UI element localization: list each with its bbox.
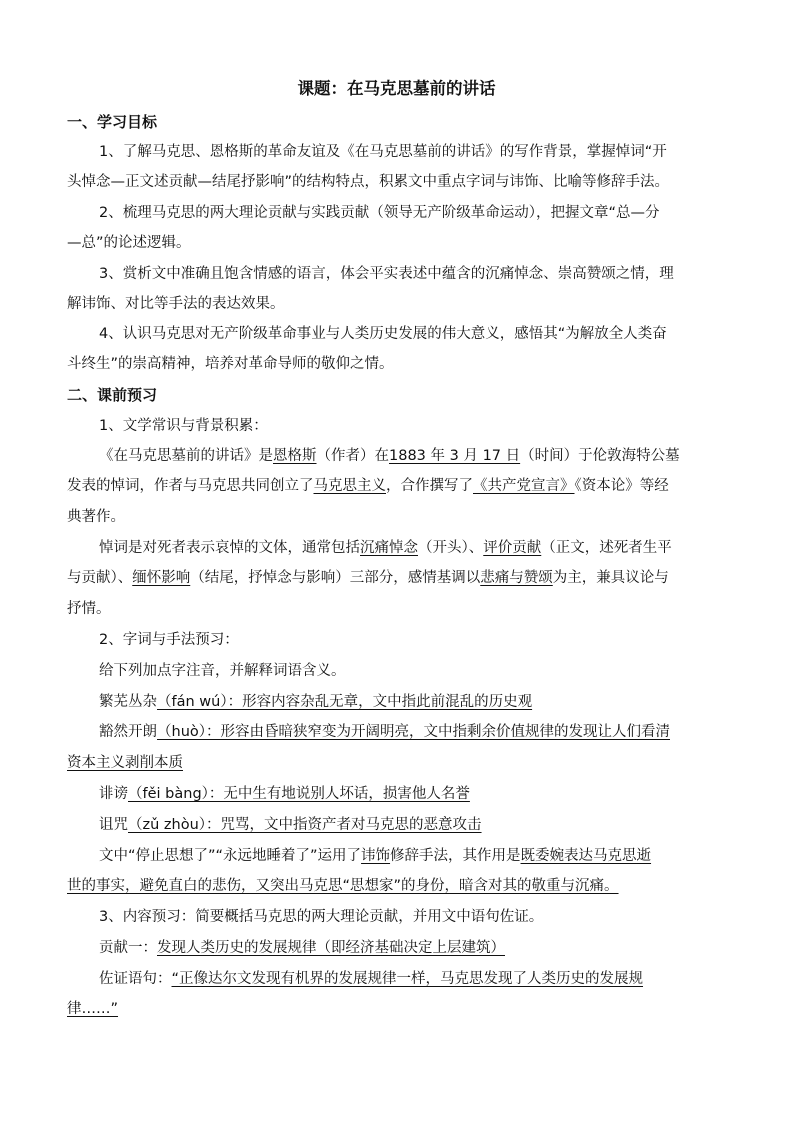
word-answer: （fěi bàng）：无中生有地说别人坏话，损害他人名誉 xyxy=(128,786,470,802)
background-paragraph-line-3: 典著作。 xyxy=(67,509,125,525)
answer-theory: 马克思主义 xyxy=(313,478,386,494)
word-answer: （zǔ zhòu）：咒骂，文中指资产者对马克思的恶意攻击 xyxy=(128,817,482,833)
word-answer: （fán wú）：形容内容杂乱无章，文中指此前混乱的历史观 xyxy=(157,694,533,710)
answer-part-2: 评价贡献 xyxy=(483,540,542,556)
answer-device: 讳饰 xyxy=(361,848,391,864)
text-run: （作者）在 xyxy=(316,448,389,464)
answer-effect-continued: 世的事实，避免直白的悲伤，又突出马克思“思想家”的身份，暗含对其的敬重与沉痛。 xyxy=(67,878,619,894)
text-run: （时间）于伦敦海特公墓 xyxy=(520,448,680,464)
section-heading-goals: 一、学习目标 xyxy=(67,113,158,131)
evidence-1-line-2 xyxy=(67,999,729,1019)
answer-work-1: 《共产党宣言》 xyxy=(473,478,575,494)
word-answer: （huò）：形容由昏暗狭窄变为开阔明亮，文中指剩余价值规律的发现让人们看清 xyxy=(157,724,670,740)
genre-paragraph-line-1 xyxy=(99,538,729,558)
word-term: 豁然开朗 xyxy=(99,724,157,740)
preview-item-2-instruction: 给下列加点字注音，并解释词语含义。 xyxy=(99,663,346,679)
goal-4-line-1: 4、认识马克思对无产阶级革命事业与人类历史发展的伟大意义，感悟其“为解放全人类奋 xyxy=(99,326,667,342)
text-run: 为主，兼具议论与 xyxy=(552,570,669,586)
word-term: 诅咒 xyxy=(99,817,128,833)
text-run: ，合作撰写了 xyxy=(386,478,473,494)
genre-paragraph-line-2 xyxy=(67,568,729,588)
word-entry-4 xyxy=(99,815,729,835)
answer-tone: 悲痛与赞颂 xyxy=(480,570,553,586)
word-entry-2-line-1 xyxy=(99,722,729,742)
text-run: （正文，述死者生平 xyxy=(541,540,672,556)
text-run: 悼词是对死者表示哀悼的文体，通常包括 xyxy=(99,540,360,556)
text-run: （开头）、 xyxy=(418,540,484,556)
contribution-1 xyxy=(99,938,729,958)
answer-part-3: 缅怀影响 xyxy=(132,570,191,586)
contribution-label: 贡献一： xyxy=(99,940,157,956)
word-entry-2-line-2 xyxy=(67,753,729,773)
text-run: 文中“停止思想了”“永远地睡着了”运用了 xyxy=(99,848,362,864)
page-title: 课题：在马克思墓前的讲话 xyxy=(297,79,496,98)
text-run: 与贡献）、 xyxy=(67,570,133,586)
rhetoric-paragraph-line-1 xyxy=(99,846,729,866)
text-run: （结尾，抒悼念与影响）三部分，感情基调以 xyxy=(190,570,481,586)
goal-2-line-1: 2、梳理马克思的两大理论贡献与实践贡献（领导无产阶级革命运动），把握文章“总—分 xyxy=(99,205,660,221)
word-term: 诽谤 xyxy=(99,786,128,802)
answer-effect: 既委婉表达马克思逝 xyxy=(520,848,652,864)
evidence-label: 佐证语句： xyxy=(99,971,172,987)
word-entry-3 xyxy=(99,784,729,804)
text-run: 发表的悼词，作者与马克思共同创立了 xyxy=(67,478,314,494)
goal-1-line-2: 头悼念—正文述贡献—结尾抒影响”的结构特点，积累文中重点字词与讳饰、比喻等修辞手法。 xyxy=(67,174,670,190)
evidence-answer-continued: 律……” xyxy=(67,1001,119,1017)
evidence-answer: “正像达尔文发现有机界的发展规律一样，马克思发现了人类历史的发展规 xyxy=(171,971,644,987)
text-run: 等经 xyxy=(639,478,669,494)
text-run: 修辞手法，其作用是 xyxy=(390,848,521,864)
contribution-answer: 发现人类历史的发展规律（即经济基础决定上层建筑） xyxy=(157,940,505,956)
background-paragraph-line-2 xyxy=(67,476,729,496)
preview-item-2-heading: 2、字词与手法预习： xyxy=(99,632,239,648)
answer-author: 恩格斯 xyxy=(273,448,317,464)
answer-date: 1883 年 3 月 17 日 xyxy=(389,448,521,464)
rhetoric-paragraph-line-2 xyxy=(67,876,729,896)
preview-item-1-heading: 1、文学常识与背景积累： xyxy=(99,418,268,434)
word-term: 繁芜丛杂 xyxy=(99,694,157,710)
word-answer-continued: 资本主义剥削本质 xyxy=(67,755,183,771)
text-run: 《在马克思墓前的讲话》是 xyxy=(99,448,273,464)
answer-part-1: 沉痛悼念 xyxy=(360,540,418,556)
background-paragraph-line-1 xyxy=(99,446,729,466)
goal-4-line-2: 斗终生”的崇高精神，培养对革命导师的敬仰之情。 xyxy=(67,356,394,372)
genre-paragraph-line-3: 抒情。 xyxy=(67,601,111,617)
word-entry-1 xyxy=(99,692,729,712)
preview-item-3-heading: 3、内容预习：简要概括马克思的两大理论贡献，并用文中语句佐证。 xyxy=(99,909,544,925)
evidence-1-line-1 xyxy=(99,969,729,989)
goal-3-line-1: 3、赏析文中准确且饱含情感的语言，体会平实表述中蕴含的沉痛悼念、崇高赞颂之情，理 xyxy=(99,266,674,282)
goal-1-line-1: 1、了解马克思、恩格斯的革命友谊及《在马克思墓前的讲话》的写作背景，掌握悼词“开 xyxy=(99,144,667,160)
section-heading-preview: 二、课前预习 xyxy=(67,386,158,404)
goal-3-line-2: 解讳饰、对比等手法的表达效果。 xyxy=(67,296,285,312)
goal-2-line-2: —总”的论述逻辑。 xyxy=(67,235,191,251)
answer-work-2: 《资本论》 xyxy=(574,478,640,494)
